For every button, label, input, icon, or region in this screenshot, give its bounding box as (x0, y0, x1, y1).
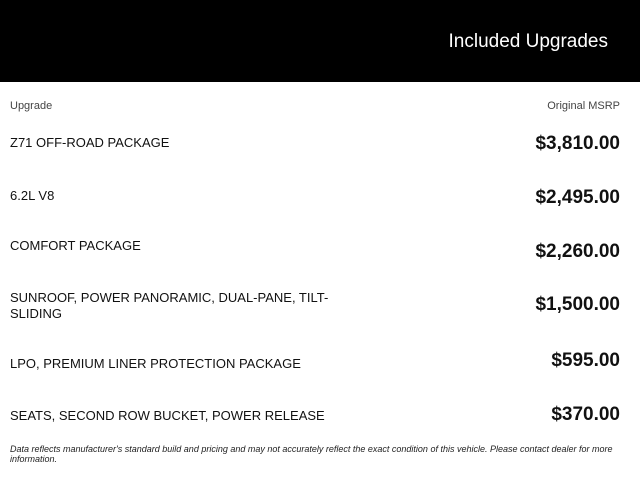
upgrade-name: Z71 OFF-ROAD PACKAGE (10, 135, 170, 150)
column-header-upgrade: Upgrade (10, 100, 53, 112)
upgrade-price: $370.00 (551, 404, 620, 425)
page-title: Included Upgrades (448, 31, 608, 52)
upgrade-price: $595.00 (551, 350, 620, 371)
upgrade-price: $3,810.00 (535, 133, 620, 154)
upgrade-name: 6.2L V8 (10, 188, 55, 203)
upgrade-price: $2,495.00 (535, 187, 620, 208)
column-header-msrp: Original MSRP (547, 100, 620, 112)
upgrade-name: LPO, PREMIUM LINER PROTECTION PACKAGE (10, 356, 301, 371)
disclaimer-text: Data reflects manufacturer's standard build and pricing and may not accurately reflect the exact condition of this vehicle. Please contact dealer for more information. (10, 444, 613, 464)
upgrade-name: COMFORT PACKAGE (10, 238, 141, 253)
upgrade-name: SUNROOF, POWER PANORAMIC, DUAL-PANE, TILT-SLIDING (10, 290, 329, 321)
upgrade-price: $2,260.00 (535, 241, 620, 262)
upgrade-price: $1,500.00 (535, 294, 620, 315)
header-bar (0, 0, 640, 82)
upgrade-name: SEATS, SECOND ROW BUCKET, POWER RELEASE (10, 408, 325, 423)
